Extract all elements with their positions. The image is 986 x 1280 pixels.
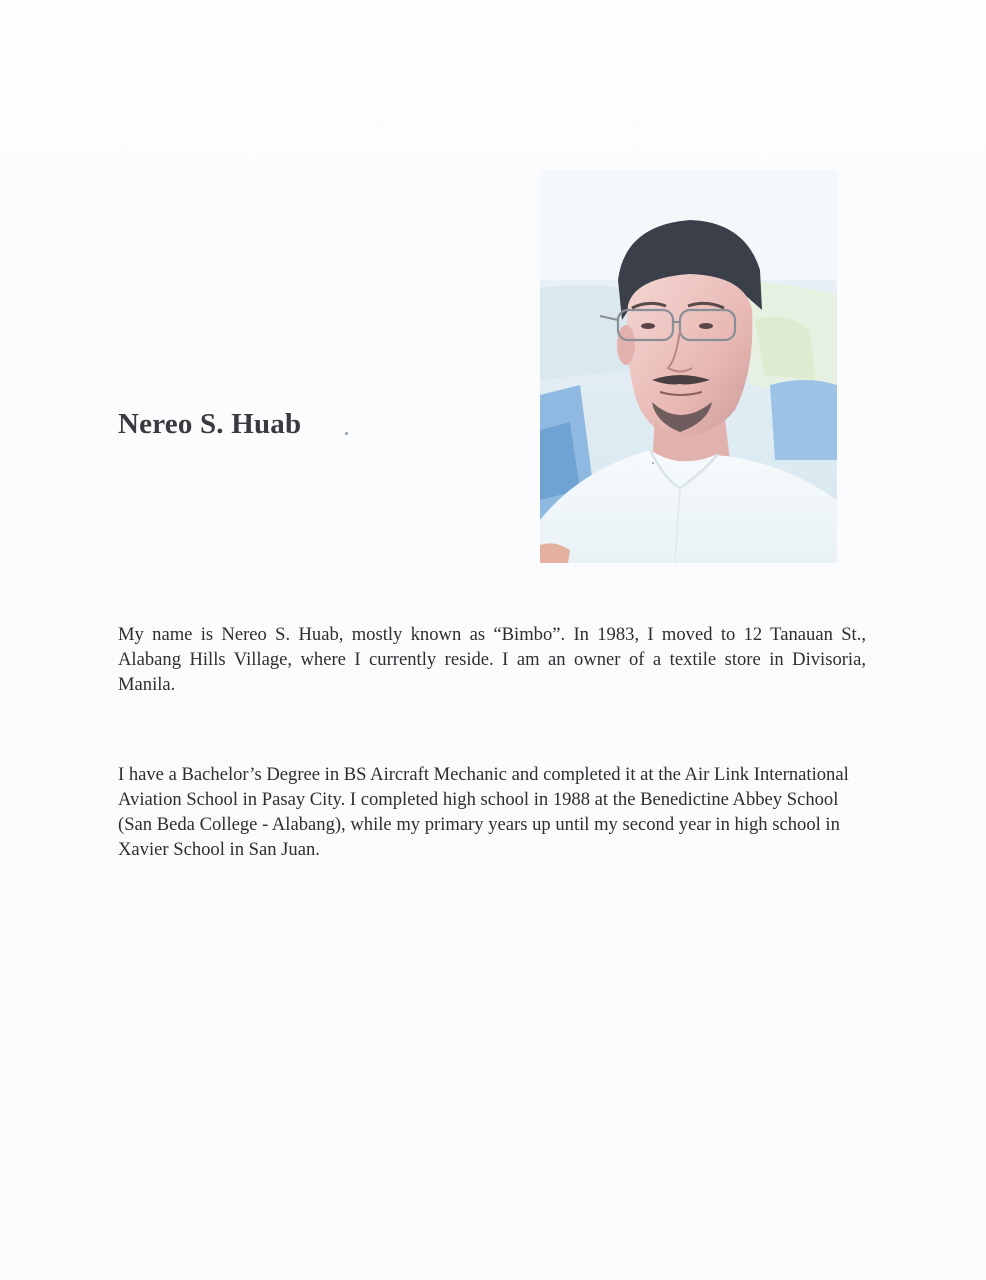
scan-speck <box>652 462 654 464</box>
bio-paragraph-education: I have a Bachelor’s Degree in BS Aircraft Mechanic and completed it at the Air Link International Aviation School in Pasay City. I completed high school in 1988 at the Benedictine Abbey School (San Beda College - Alabang), while my primary years up until my second year in high school in Xavier School in San Juan. <box>118 764 849 860</box>
portrait-illustration <box>540 170 837 563</box>
scan-speck <box>345 432 348 435</box>
bio-paragraph-personal: My name is Nereo S. Huab, mostly known as “Bimbo”. In 1983, I moved to 12 Tanauan St., Alabang Hills Village, where I currently reside. I am an owner of a textile store in Divisoria, Manila. <box>118 624 866 695</box>
person-name-heading: Nereo S. Huab <box>118 408 302 440</box>
portrait-photo <box>540 170 837 563</box>
